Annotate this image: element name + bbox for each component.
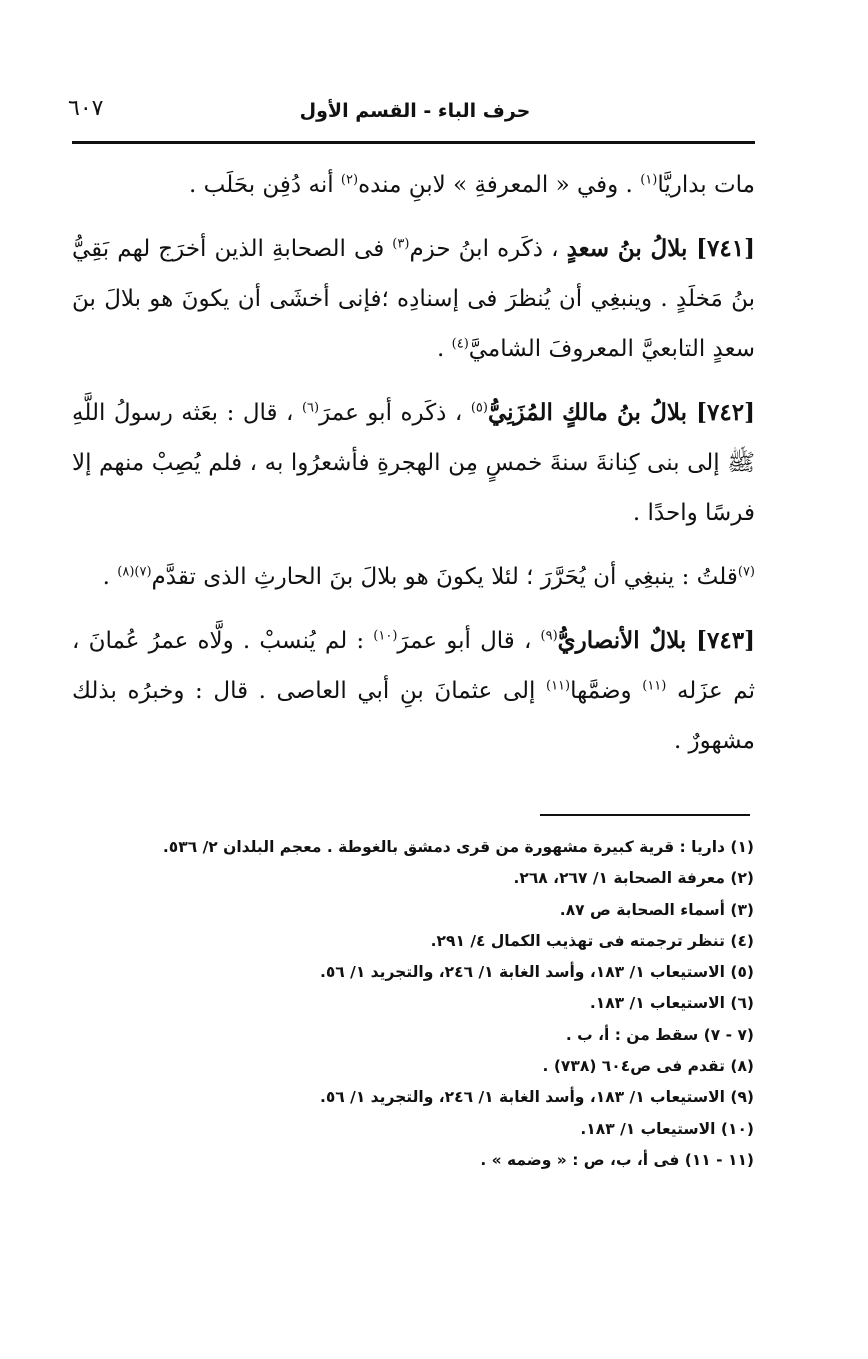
entry-heading: [٧٤١] بلالُ بنُ سعدٍ (566, 235, 755, 262)
text-run: إلى عثمانَ بنِ أبي العاصى . قال : وخبرُه بذلك مشهورٌ . (72, 678, 755, 754)
footnote-10: (١٠) الاستيعاب ١/ ١٨٣. (580, 1119, 754, 1138)
header-rule (72, 141, 755, 144)
footnote-5: (٥) الاستيعاب ١/ ١٨٣، وأسد الغابة ١/ ٢٤٦، والتجريد ١/ ٥٦. (319, 963, 754, 982)
text-run: قلتُ : ينبغِي أن يُحَرَّرَ ؛ لئلا يكونَ هو بلالَ بنَ الحارثِ الذى تقدَّم (151, 564, 738, 590)
footnote-6: (٦) الاستيعاب ١/ ١٨٣. (589, 994, 754, 1013)
entry-741 (72, 224, 755, 374)
footnote-marker: (٦) (301, 400, 320, 416)
text-run: فى الصحابةِ الذين أخرَج لهم بَقِيُّ بنُ مَخلَدٍ . وينبغِي أن يُنظرَ فى إسنادِه ؛فإنى أخشَى أن يكونَ هو بلالَ بنَ سعدٍ التابعيَّ المعروفَ الشاميَّ (72, 236, 755, 362)
footnote-marker: (٥) (470, 400, 488, 416)
footnote-marker: (٧) (737, 564, 755, 580)
page-number: ٦٠٧ (68, 96, 104, 121)
footnote-marker: (٧)(٨) (117, 564, 152, 580)
text-run: . (102, 564, 118, 590)
text-run: ، ذكَره ابنُ حزم (409, 236, 567, 262)
footnotes (150, 832, 754, 1176)
text-run: . وفي « المعرفةِ » لابنِ منده (358, 172, 641, 198)
text-run: . (437, 336, 452, 362)
footnote-7: (٧ - ٧) سقط من : أ، ب . (565, 1025, 754, 1044)
running-title: حرف الباء - القسم الأول (299, 100, 531, 122)
footnote-rule (540, 814, 750, 816)
text-run: ، ذكَره أبو عمرَ (319, 400, 471, 426)
footnote-marker: (٣) (392, 236, 410, 252)
text-run: ، قال : بعَثه رسولُ اللَّهِ ﷺ إلى بنى كِنانةَ سنةَ خمسٍ مِن الهجرةِ فأشعرُوا به ، فلم يُصِبْ منهم إلا فرسًا واحدًا . (72, 400, 755, 526)
footnote-marker: (٤) (451, 336, 469, 352)
footnote-1: (١) داريا : قرية كبيرة مشهورة من قرى دمشق بالغوطة . معجم البلدان ٢/ ٥٣٦. (162, 838, 754, 856)
footnote-2: (٢) معرفة الصحابة ١/ ٢٦٧، ٢٦٨. (513, 869, 754, 888)
footnote-8: (٨) تقدم فى ص٦٠٤ (٧٣٨) . (542, 1057, 754, 1076)
editor-note (72, 552, 755, 602)
entry-heading: [٧٤٣] بلالٌ الأنصاريُّ (557, 627, 755, 654)
text-run: مات بداريَّا (657, 172, 755, 198)
footnote-marker: (٩) (540, 628, 558, 644)
main-text (72, 160, 755, 766)
footnote-11: (١١ - ١١) فى أ، ب، ص : « وضمه » . (480, 1150, 754, 1169)
entry-heading: [٧٤٢] بلالُ بنُ مالكٍ المُزَنِيُّ (487, 399, 755, 426)
entry-742 (72, 388, 755, 538)
footnote-marker: (٢) (340, 172, 359, 188)
entry-743 (72, 616, 755, 766)
footnote-marker: (١) (640, 172, 658, 188)
footnote-3: (٣) أسماء الصحابة ص ٨٧. (559, 900, 754, 919)
footnote-marker: (١١) (642, 678, 667, 694)
text-run: وضمَّها (570, 678, 643, 704)
text-run: ، قال أبو عمرَ (397, 628, 541, 654)
footnote-marker: (١١) (545, 678, 571, 694)
text-run: أنه دُفِن بحَلَب . (189, 172, 341, 198)
paragraph-continuation (72, 160, 755, 210)
text-run: : لم يُنسبْ . ولَّاه عمرُ عُمانَ ، ثم عزَله (72, 628, 756, 704)
footnote-9: (٩) الاستيعاب ١/ ١٨٣، وأسد الغابة ١/ ٢٤٦، والتجريد ١/ ٥٦. (319, 1088, 754, 1107)
footnote-marker: (١٠) (373, 628, 398, 644)
footnote-4: (٤) تنظر ترجمته فى تهذيب الكمال ٤/ ٢٩١. (430, 931, 754, 950)
